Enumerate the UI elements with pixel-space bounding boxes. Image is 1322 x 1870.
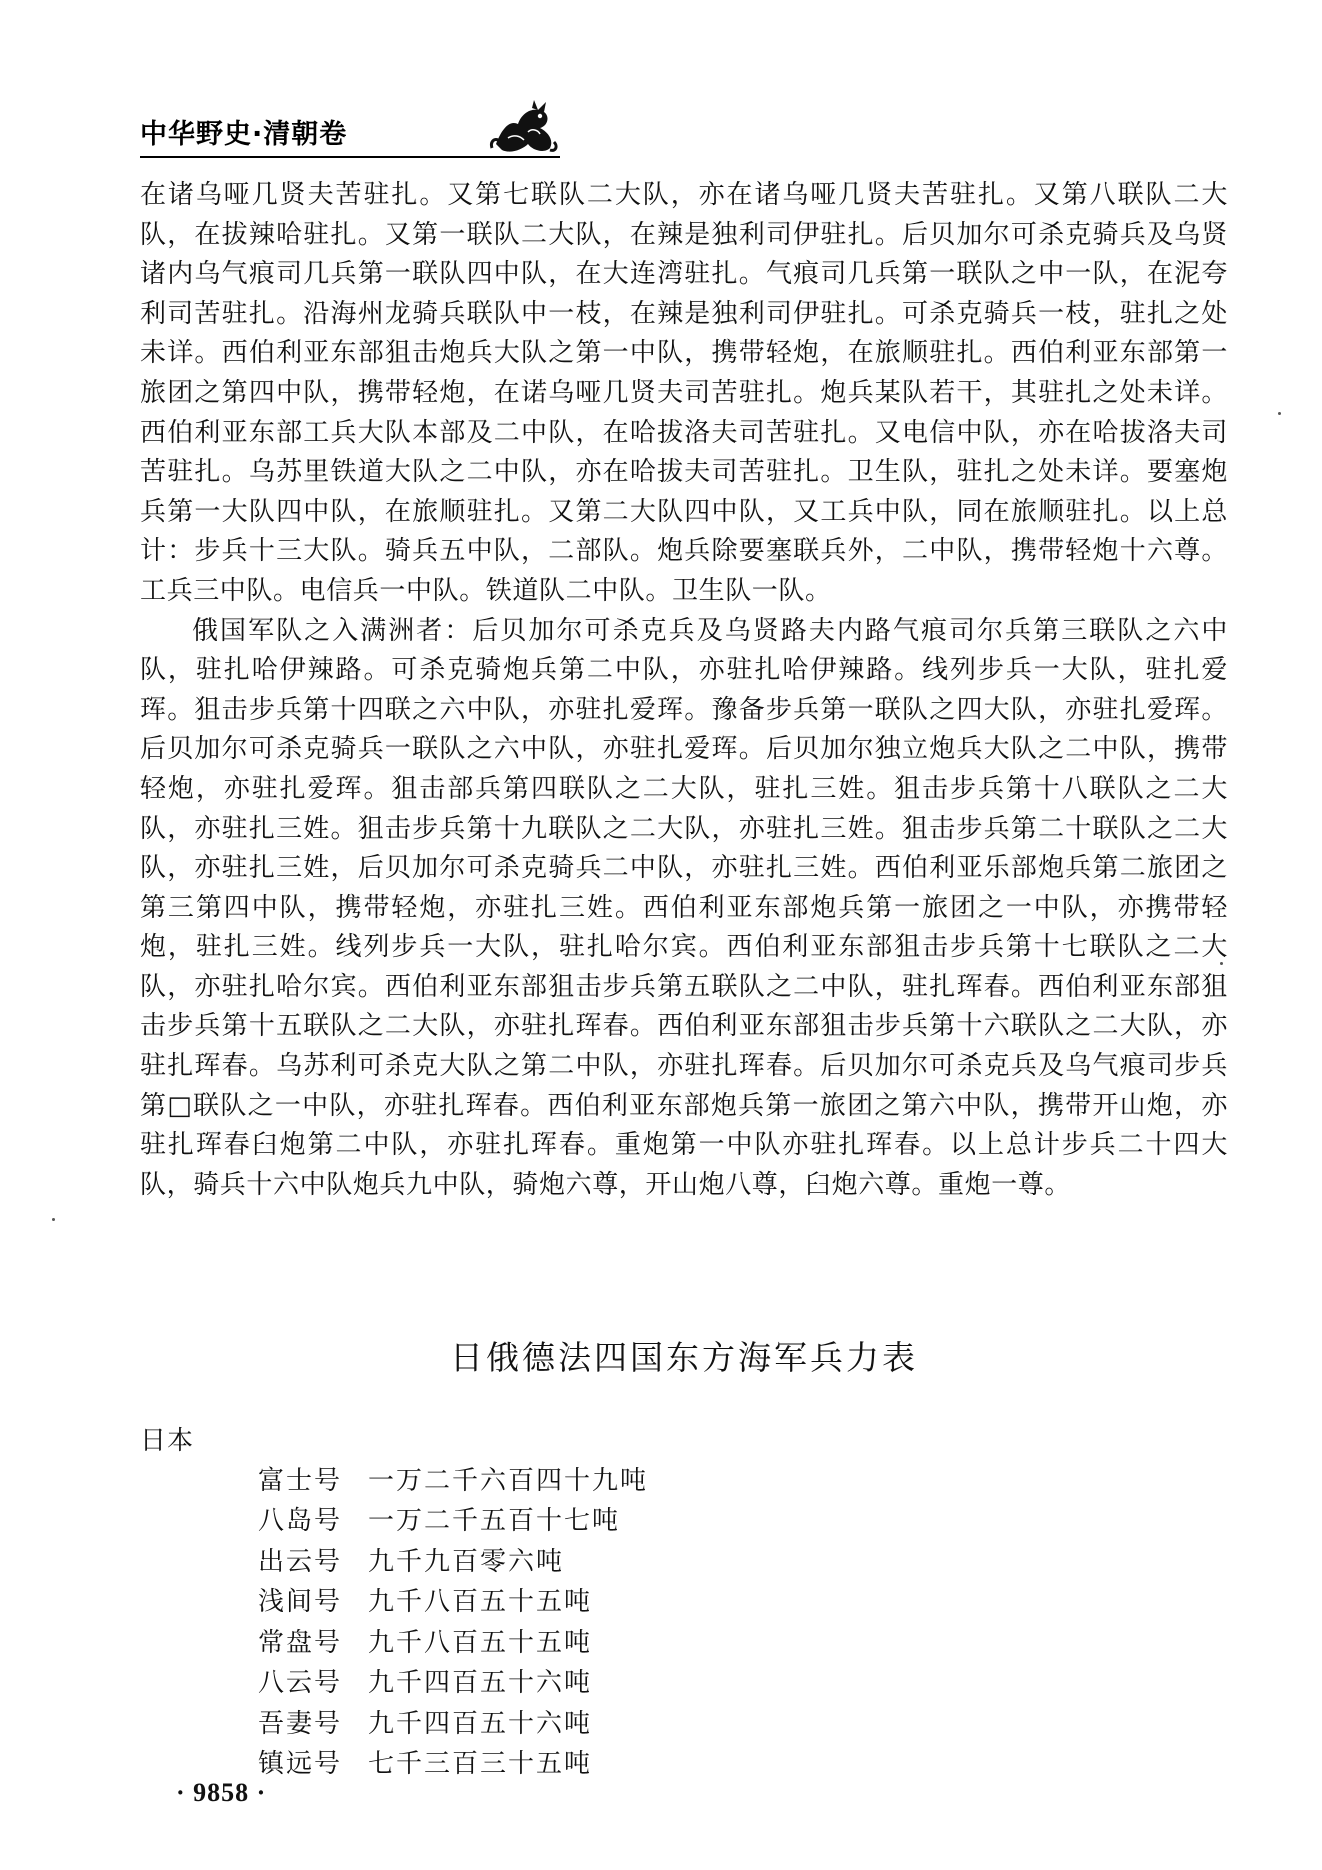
ship-row — [258, 1458, 858, 1499]
ship-tonnage: 九千八百五十五吨 — [368, 1587, 593, 1618]
ship-row — [258, 1620, 858, 1661]
ship-row — [258, 1661, 858, 1702]
ship-name: 八岛号 — [258, 1506, 343, 1537]
ship-tonnage: 九千四百五十六吨 — [368, 1668, 593, 1699]
ship-row — [258, 1580, 858, 1621]
ship-name: 镇远号 — [258, 1749, 343, 1780]
ship-name: 吾妻号 — [258, 1708, 343, 1739]
paragraph-garrisons-continued: 在诸乌哑几贤夫苦驻扎。又第七联队二大队，亦在诸乌哑几贤夫苦驻扎。又第八联队二大队，在拔辣哈驻扎。又第一联队二大队，在辣是独利司伊驻扎。后贝加尔可杀克骑兵及乌贤诸内乌气痕司几兵第一联队四中队，在大连湾驻扎。气痕司几兵第一联队之中一队，在泥夸利司苦驻扎。沿海州龙骑兵联队中一枝，在辣是独利司伊驻扎。可杀克骑兵一枝，驻扎之处未详。西伯利亚东部狙击炮兵大队之第一中队，携带轻炮，在旅顺驻扎。西伯利亚东部第一旅团之第四中队，携带轻炮，在诺乌哑几贤夫司苦驻扎。炮兵某队若干，其驻扎之处未详。西伯利亚东部工兵大队本部及二中队，在哈拔洛夫司苦驻扎。又电信中队，亦在哈拔洛夫司苦驻扎。乌苏里铁道大队之二中队，亦在哈拔夫司苦驻扎。卫生队，驻扎之处未详。要塞炮兵第一大队四中队，在旅顺驻扎。又第二大队四中队，又工兵中队，同在旅顺驻扎。以上总计：步兵十三大队。骑兵五中队，二部队。炮兵除要塞联兵外，二中队，携带轻炮十六尊。工兵三中队。电信兵一中队。铁道队二中队。卫生队一队。 — [140, 180, 1228, 606]
ship-row — [258, 1539, 858, 1580]
page-number: · 9858 · — [176, 1778, 267, 1807]
country-label: 日本 — [140, 1426, 195, 1456]
ship-name: 富士号 — [258, 1465, 343, 1496]
ship-tonnage: 一万二千六百四十九吨 — [368, 1465, 649, 1496]
ship-tonnage: 七千三百三十五吨 — [368, 1749, 593, 1780]
scan-speck — [1278, 412, 1281, 415]
scan-speck — [52, 1218, 55, 1221]
scan-speck — [1220, 962, 1223, 965]
section-title: 日俄德法四国东方海军兵力表 — [450, 1338, 918, 1377]
ship-tonnage: 九千八百五十五吨 — [368, 1627, 593, 1658]
ship-name: 八云号 — [258, 1668, 343, 1699]
ship-tonnage: 九千四百五十六吨 — [368, 1708, 593, 1739]
ship-list — [258, 1458, 858, 1782]
ship-tonnage: 九千九百零六吨 — [368, 1546, 565, 1577]
ship-row — [258, 1499, 858, 1540]
ship-name: 浅间号 — [258, 1587, 343, 1618]
body-text — [140, 176, 1228, 1205]
paragraph-russian-troops-manchuria: 俄国军队之入满洲者：后贝加尔可杀克兵及乌贤路夫内路气痕司尔兵第三联队之六中队，驻扎哈伊辣路。可杀克骑炮兵第二中队，亦驻扎哈伊辣路。线列步兵一大队，驻扎爱珲。狙击步兵第十四联之六中队，亦驻扎爱珲。豫备步兵第一联队之四大队，亦驻扎爱珲。后贝加尔可杀克骑兵一联队之六中队，亦驻扎爱珲。后贝加尔独立炮兵大队之二中队，携带轻炮，亦驻扎爱珲。狙击部兵第四联队之二大队，驻扎三姓。狙击步兵第十八联队之二大队，亦驻扎三姓。狙击步兵第十九联队之二大队，亦驻扎三姓。狙击步兵第二十联队之二大队，亦驻扎三姓，后贝加尔可杀克骑兵二中队，亦驻扎三姓。西伯利亚乐部炮兵第二旅团之第三第四中队，携带轻炮，亦驻扎三姓。西伯利亚东部炮兵第一旅团之一中队，亦携带轻炮，驻扎三姓。线列步兵一大队，驻扎哈尔宾。西伯利亚东部狙击步兵第十七联队之二大队，亦驻扎哈尔宾。西伯利亚东部狙击步兵第五联队之二中队，驻扎珲春。西伯利亚东部狙击步兵第十五联队之二大队，亦驻扎珲春。西伯利亚东部狙击步兵第十六联队之二大队，亦驻扎珲春。乌苏利可杀克大队之第二中队，亦驻扎珲春。后贝加尔可杀克兵及乌气痕司步兵第□联队之一中队，亦驻扎珲春。西伯利亚东部炮兵第一旅团之第六中队，携带开山炮，亦驻扎珲春臼炮第二中队，亦驻扎珲春。重炮第一中队亦驻扎珲春。以上总计步兵二十四大队，骑兵十六中队炮兵九中队，骑炮六尊，开山炮八尊，臼炮六尊。重炮一尊。 — [140, 615, 1228, 1200]
ship-name: 常盘号 — [258, 1627, 343, 1658]
book-title: 中华野史·清朝卷 — [140, 119, 348, 150]
ship-tonnage: 一万二千五百十七吨 — [368, 1506, 621, 1537]
ship-name: 出云号 — [258, 1546, 343, 1577]
dragon-icon — [488, 98, 560, 158]
ship-row — [258, 1742, 858, 1783]
ship-row — [258, 1701, 858, 1742]
